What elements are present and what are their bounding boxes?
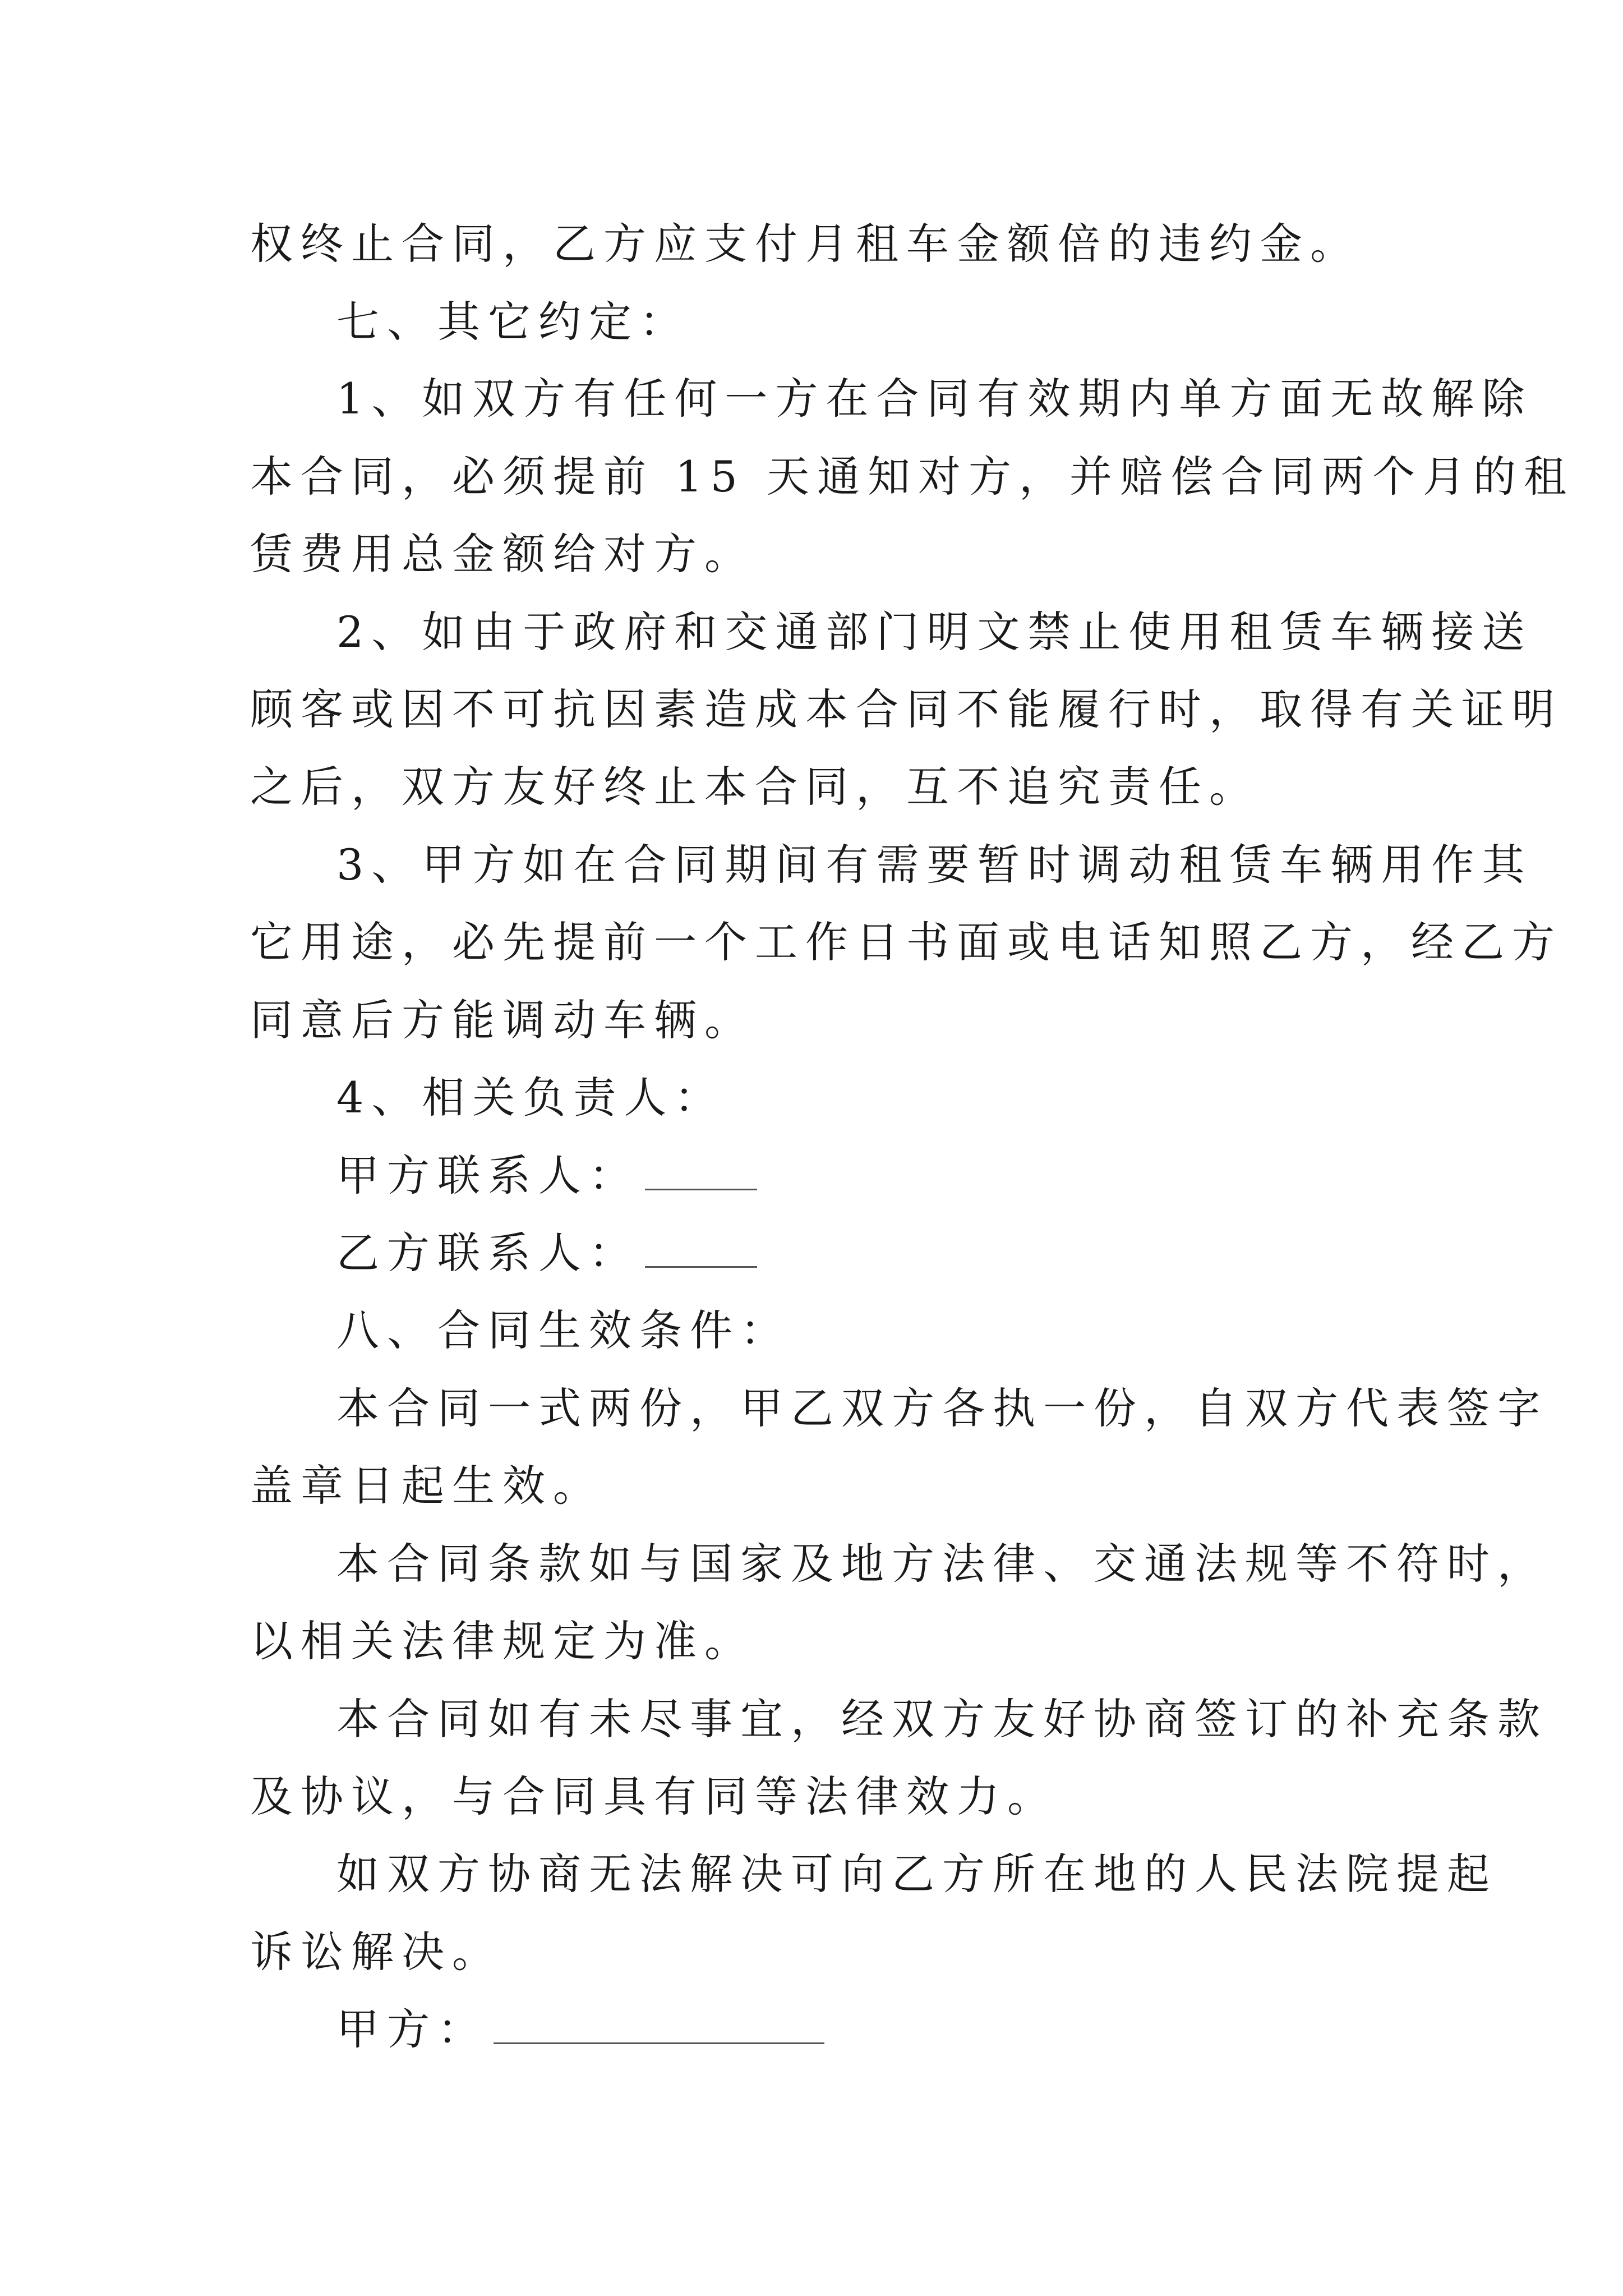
text-line: 顾客或因不可抗因素造成本合同不能履行时，取得有关证明: [250, 684, 1562, 734]
section-heading: 七、其它约定：: [336, 297, 690, 347]
contact-blank-yi[interactable]: [645, 1231, 757, 1268]
text-line: 如双方协商无法解决可向乙方所在地的人民法院提起: [336, 1849, 1497, 1899]
text-line: 赁费用总金额给对方。: [250, 529, 755, 579]
signature-blank-jia[interactable]: [494, 2008, 824, 2044]
text-line: 本合同如有未尽事宜，经双方友好协商签订的补充条款: [336, 1694, 1548, 1744]
text-line: 及协议，与合同具有同等法律效力。: [250, 1772, 1058, 1821]
text-line: 权终止合同，乙方应支付月租车金额倍的违约金。: [250, 219, 1361, 269]
text-line: 4、相关负责人：: [336, 1073, 725, 1122]
contact-label-yi: 乙方联系人：: [336, 1228, 639, 1278]
section-heading: 八、合同生效条件：: [336, 1305, 791, 1355]
signature-label-jia: 甲方：: [336, 2004, 488, 2054]
contact-label-jia: 甲方联系人：: [336, 1151, 639, 1200]
text-line: 2、如由于政府和交通部门明文禁止使用租赁车辆接送: [336, 607, 1533, 657]
text-line: 本合同，必须提前 15 天通知对方，并赔偿合同两个月的租: [250, 452, 1575, 501]
text-line: 同意后方能调动车辆。: [250, 995, 755, 1045]
contact-line-jia: [336, 1148, 757, 1204]
text-line: 诉讼解决。: [250, 1927, 502, 1977]
contact-blank-jia[interactable]: [645, 1154, 757, 1190]
text-line: 之后，双方友好终止本合同，互不追究责任。: [250, 762, 1260, 812]
text-line: 3、甲方如在合同期间有需要暂时调动租赁车辆用作其: [336, 840, 1533, 890]
signature-line-jia: [336, 2001, 824, 2058]
contact-line-yi: [336, 1225, 757, 1281]
text-line: 1、如双方有任何一方在合同有效期内单方面无故解除: [336, 374, 1533, 424]
text-line: 以相关法律规定为准。: [250, 1616, 755, 1666]
text-line: 它用途，必先提前一个工作日书面或电话知照乙方，经乙方: [250, 917, 1562, 967]
text-line: 本合同一式两份，甲乙双方各执一份，自双方代表签字: [336, 1383, 1548, 1433]
text-line: 盖章日起生效。: [250, 1461, 603, 1511]
text-line: 本合同条款如与国家及地方法律、交通法规等不符时，: [336, 1539, 1548, 1589]
